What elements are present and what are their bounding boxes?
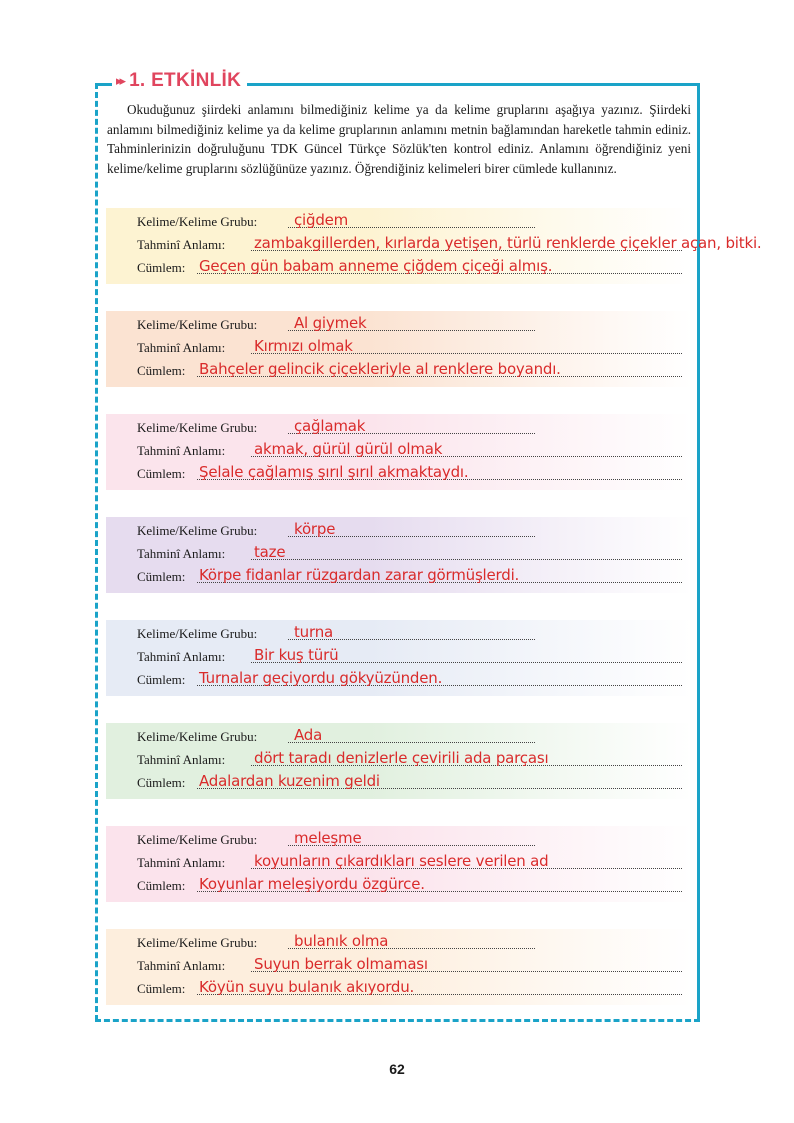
handwritten-word: Al giymek <box>294 314 367 332</box>
handwritten-sentence: Adalardan kuzenim geldi <box>199 772 380 790</box>
handwritten-meaning: Kırmızı olmak <box>254 337 353 355</box>
entry-card <box>106 208 762 284</box>
sentence-label: Cümlem: <box>137 260 186 275</box>
entry-row-sentence <box>106 462 692 484</box>
entry-card <box>106 620 692 696</box>
sentence-label: Cümlem: <box>137 363 186 378</box>
meaning-label: Tahminî Anlamı: <box>137 546 226 561</box>
sentence-label: Cümlem: <box>137 981 186 996</box>
handwritten-meaning: taze <box>254 543 286 561</box>
activity-title: 1. ETKİNLİK <box>129 70 242 91</box>
entry-row-sentence <box>106 256 692 278</box>
meaning-label: Tahminî Anlamı: <box>137 855 226 870</box>
entry-row-meaning <box>106 748 692 770</box>
entry-row-word <box>106 725 692 747</box>
entry-row-meaning <box>106 439 692 461</box>
word-label: Kelime/Kelime Grubu: <box>137 523 258 538</box>
word-label: Kelime/Kelime Grubu: <box>137 626 258 641</box>
handwritten-word: turna <box>294 623 333 641</box>
meaning-label: Tahminî Anlamı: <box>137 340 226 355</box>
entry-row-sentence <box>106 977 692 999</box>
handwritten-sentence: Turnalar geçiyordu gökyüzünden. <box>199 669 443 687</box>
activity-frame-left-dashed <box>95 83 98 1021</box>
handwritten-word: körpe <box>294 520 336 538</box>
page-number: 62 <box>389 1061 405 1077</box>
entry-card <box>106 826 692 902</box>
word-label: Kelime/Kelime Grubu: <box>137 214 258 229</box>
meaning-label: Tahminî Anlamı: <box>137 237 226 252</box>
entry-row-word <box>106 416 692 438</box>
entry-row-meaning <box>106 954 692 976</box>
entry-row-meaning <box>106 233 762 255</box>
entry-row-word <box>106 931 692 953</box>
word-label: Kelime/Kelime Grubu: <box>137 420 258 435</box>
entry-card <box>106 723 692 799</box>
handwritten-meaning: Suyun berrak olmaması <box>254 955 428 973</box>
handwritten-sentence: Körpe fidanlar rüzgardan zarar görmüşlerdi. <box>199 566 520 584</box>
sentence-label: Cümlem: <box>137 878 186 893</box>
handwritten-word: meleşme <box>294 829 362 847</box>
handwritten-meaning: koyunların çıkardıkları seslere verilen ad <box>254 852 549 870</box>
meaning-dotted-line <box>251 559 682 560</box>
handwritten-sentence: Şelale çağlamış şırıl şırıl akmaktaydı. <box>199 463 469 481</box>
entry-row-word <box>106 519 692 541</box>
entry-row-sentence <box>106 565 692 587</box>
entry-row-sentence <box>106 359 692 381</box>
meaning-label: Tahminî Anlamı: <box>137 443 226 458</box>
entry-card <box>106 311 692 387</box>
entry-row-word <box>106 210 692 232</box>
handwritten-word: Ada <box>294 726 323 744</box>
handwritten-word: bulanık olma <box>294 932 389 950</box>
handwritten-meaning: Bir kuş türü <box>254 646 339 664</box>
word-label: Kelime/Kelime Grubu: <box>137 832 258 847</box>
handwritten-sentence: Köyün suyu bulanık akıyordu. <box>199 978 415 996</box>
entry-card <box>106 517 692 593</box>
meaning-label: Tahminî Anlamı: <box>137 752 226 767</box>
handwritten-sentence: Koyunlar meleşiyordu özgürce. <box>199 875 425 893</box>
entry-card <box>106 414 692 490</box>
entry-row-word <box>106 313 692 335</box>
word-label: Kelime/Kelime Grubu: <box>137 935 258 950</box>
activity-instructions: Okuduğunuz şiirdeki anlamını bilmediğiniz kelime ya da kelime gruplarını aşağıya yazınız. Şiirdeki anlamını bilmediğiniz kelime ya da kelime gruplarının anlamını metnin bağlamından hareketle tahmin ediniz. Tahminlerinizin doğruluğunu TDK Güncel Türkçe Sözlük'ten kontrol ediniz. Anlamını öğrendiğiniz yeni kelime/kelime gruplarını sözlüğünüze yazınız. Öğrendiğiniz kelimeleri birer cümlede kullanınız. <box>107 102 691 176</box>
meaning-label: Tahminî Anlamı: <box>137 649 226 664</box>
entry-row-meaning <box>106 336 692 358</box>
entry-row-word <box>106 622 692 644</box>
entry-row-meaning <box>106 645 692 667</box>
entry-card <box>106 929 692 1005</box>
meaning-label: Tahminî Anlamı: <box>137 958 226 973</box>
sentence-label: Cümlem: <box>137 672 186 687</box>
handwritten-word: çiğdem <box>294 211 349 229</box>
entry-row-word <box>106 828 692 850</box>
handwritten-sentence: Bahçeler gelincik çiçekleriyle al renklere boyandı. <box>199 360 561 378</box>
word-label: Kelime/Kelime Grubu: <box>137 317 258 332</box>
sentence-label: Cümlem: <box>137 775 186 790</box>
handwritten-meaning: akmak, gürül gürül olmak <box>254 440 443 458</box>
double-arrow-icon: ▸▸ <box>116 73 124 89</box>
entry-row-meaning <box>106 542 692 564</box>
word-dotted-line <box>288 742 535 743</box>
sentence-label: Cümlem: <box>137 569 186 584</box>
entry-row-sentence <box>106 668 692 690</box>
handwritten-sentence: Geçen gün babam anneme çiğdem çiçeği almış. <box>199 257 553 275</box>
activity-heading <box>112 70 247 92</box>
entry-row-sentence <box>106 771 692 793</box>
handwritten-meaning: dört taradı denizlerle çevirili ada parçası <box>254 749 549 767</box>
handwritten-meaning: zambakgillerden, kırlarda yetişen, türlü renklerde çiçekler açan, bitki. <box>254 234 762 252</box>
entry-row-sentence <box>106 874 692 896</box>
word-label: Kelime/Kelime Grubu: <box>137 729 258 744</box>
entry-row-meaning <box>106 851 692 873</box>
sentence-label: Cümlem: <box>137 466 186 481</box>
handwritten-word: çağlamak <box>294 417 366 435</box>
activity-frame-bottom-dashed <box>95 1019 700 1022</box>
